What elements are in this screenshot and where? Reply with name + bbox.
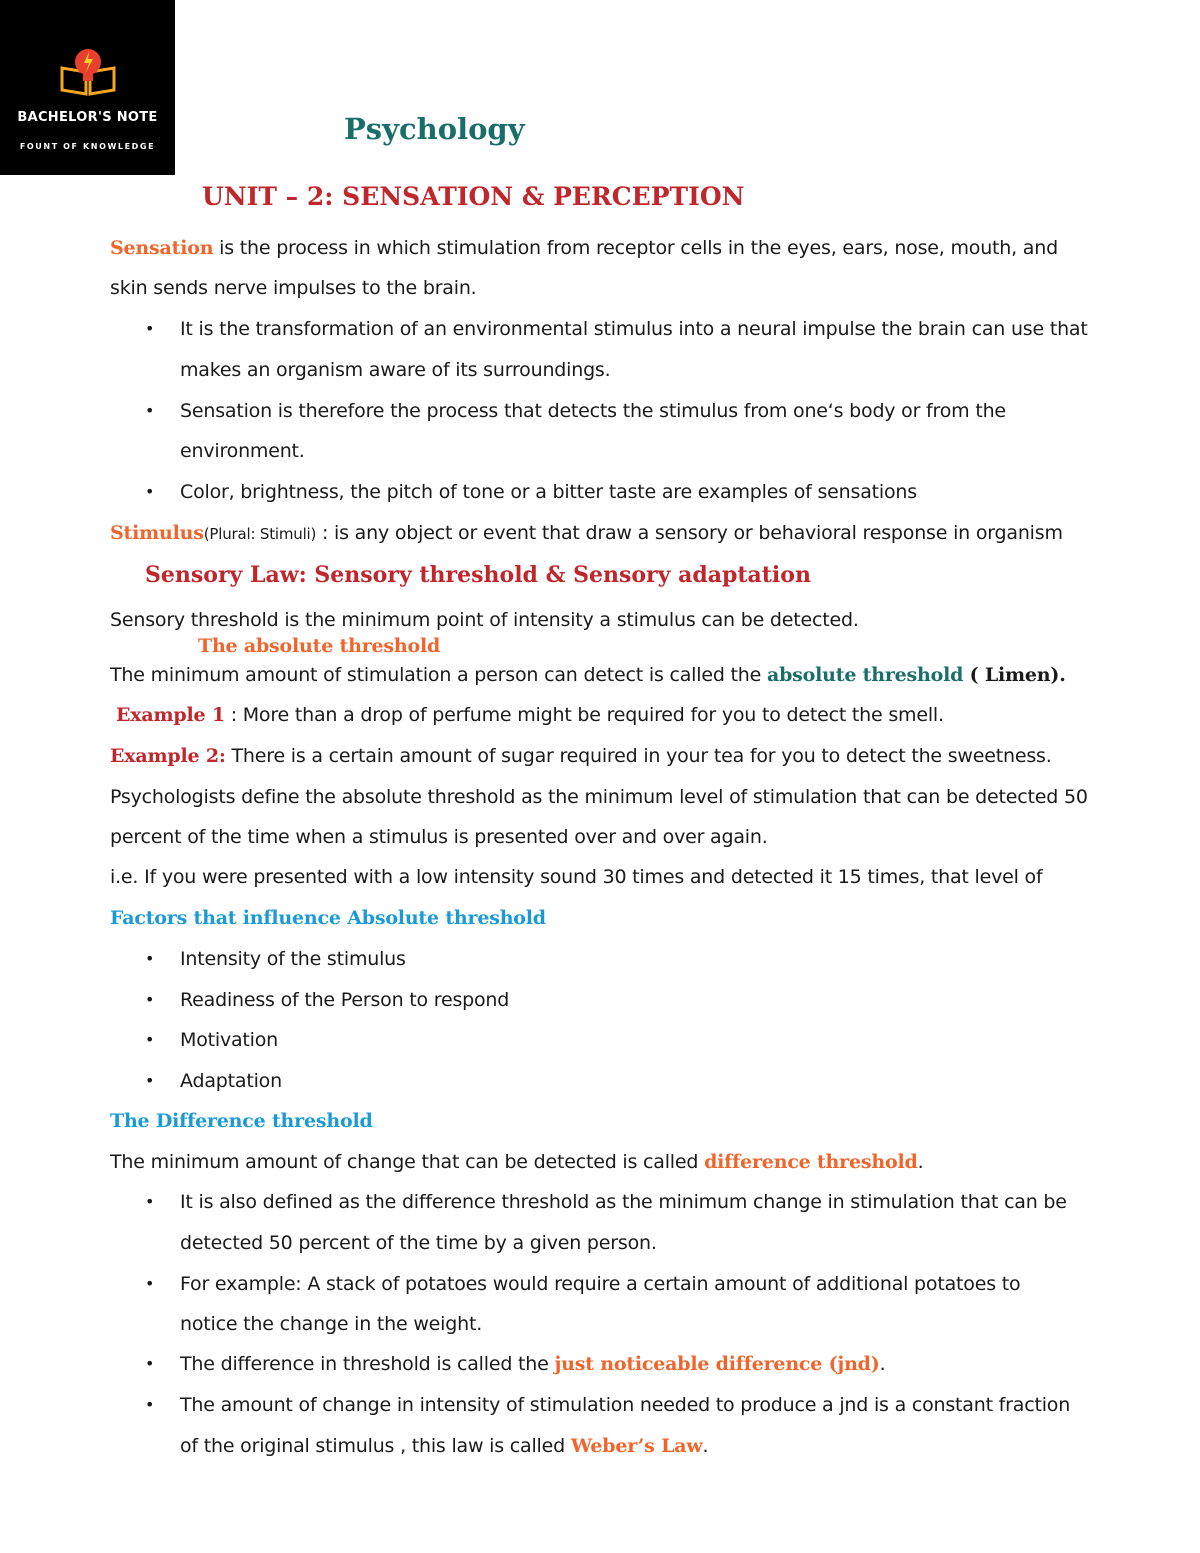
list-item: It is also defined as the difference threshold as the minimum change in stimulation that can be: [180, 1191, 1067, 1213]
bullet: •: [145, 1192, 155, 1211]
list-item-cont: detected 50 percent of the time by a given person.: [180, 1232, 657, 1254]
list-item: Motivation: [180, 1029, 279, 1051]
difference-threshold-definition: The minimum amount of change that can be detected is called difference threshold.: [110, 1151, 924, 1173]
list-item: The difference in threshold is called the just noticeable difference (jnd).: [180, 1353, 886, 1375]
bullet: •: [145, 1030, 155, 1049]
stimulus-term: Stimulus: [110, 522, 204, 544]
absolute-threshold-heading: The absolute threshold: [198, 635, 441, 657]
list-item: Color, brightness, the pitch of tone or a bitter taste are examples of sensations: [180, 481, 917, 503]
list-item-cont: notice the change in the weight.: [180, 1313, 483, 1335]
bullet: •: [145, 1274, 155, 1293]
page-title: Psychology: [344, 112, 525, 146]
jnd-term: just noticeable difference (jnd): [554, 1353, 880, 1375]
bullet: •: [145, 990, 155, 1009]
list-item-cont: makes an organism aware of its surroundings.: [180, 359, 611, 381]
list-item: Intensity of the stimulus: [180, 948, 406, 970]
psych-definition: Psychologists define the absolute threshold as the minimum level of stimulation that can be detected 50: [110, 786, 1088, 808]
psych-definition-cont: percent of the time when a stimulus is presented over and over again.: [110, 826, 768, 848]
bullet: •: [145, 482, 155, 501]
bullet: •: [145, 401, 155, 420]
brand-logo: [0, 0, 175, 175]
list-item: Sensation is therefore the process that detects the stimulus from one‘s body or from the: [180, 400, 1006, 422]
bullet: •: [145, 949, 155, 968]
bulb-book-icon: [58, 44, 118, 96]
sensation-term: Sensation: [110, 237, 214, 259]
list-item-cont: environment.: [180, 440, 305, 462]
example-1: Example 1 : More than a drop of perfume might be required for you to detect the smell.: [116, 704, 944, 726]
unit-heading: UNIT – 2: SENSATION & PERCEPTION: [202, 182, 745, 211]
list-item: Adaptation: [180, 1070, 282, 1092]
bullet: •: [145, 1354, 155, 1373]
example-1-label: Example 1: [116, 704, 225, 726]
example-2-label: Example 2:: [110, 745, 226, 767]
absolute-threshold-definition: The minimum amount of stimulation a person can detect is called the absolute threshold ( Limen).: [110, 664, 1066, 686]
bullet: •: [145, 1395, 155, 1414]
stimulus-definition: Stimulus(Plural: Stimuli) : is any object or event that draw a sensory or behavioral response in organism: [110, 522, 1063, 544]
factors-heading: Factors that influence Absolute threshold: [110, 907, 546, 929]
list-item-cont: of the original stimulus , this law is called Weber’s Law.: [180, 1435, 709, 1457]
bullet: •: [145, 1071, 155, 1090]
absolute-threshold-term: absolute threshold: [766, 664, 964, 686]
sensation-definition-cont: skin sends nerve impulses to the brain.: [110, 277, 477, 299]
brand-tagline: FOUNT OF KNOWLEDGE: [19, 142, 156, 151]
ie-example: i.e. If you were presented with a low intensity sound 30 times and detected it 15 times, that level of: [110, 866, 1043, 888]
list-item: Readiness of the Person to respond: [180, 989, 510, 1011]
example-2: Example 2: There is a certain amount of sugar required in your tea for you to detect the sweetness.: [110, 745, 1052, 767]
brand-name: BACHELOR'S NOTE: [17, 110, 158, 125]
sensory-law-heading: Sensory Law: Sensory threshold & Sensory adaptation: [145, 562, 811, 588]
difference-threshold-term: difference threshold: [704, 1151, 918, 1173]
list-item: The amount of change in intensity of stimulation needed to produce a jnd is a constant fraction: [180, 1394, 1071, 1416]
difference-threshold-heading: The Difference threshold: [110, 1110, 373, 1132]
threshold-definition: Sensory threshold is the minimum point of intensity a stimulus can be detected.: [110, 609, 859, 631]
sensation-definition: Sensation is the process in which stimulation from receptor cells in the eyes, ears, nose, mouth, and: [110, 237, 1058, 259]
list-item: It is the transformation of an environmental stimulus into a neural impulse the brain can use that: [180, 318, 1088, 340]
bullet: •: [145, 319, 155, 338]
list-item: For example: A stack of potatoes would require a certain amount of additional potatoes to: [180, 1273, 1021, 1295]
webers-law-term: Weber’s Law: [570, 1435, 703, 1457]
